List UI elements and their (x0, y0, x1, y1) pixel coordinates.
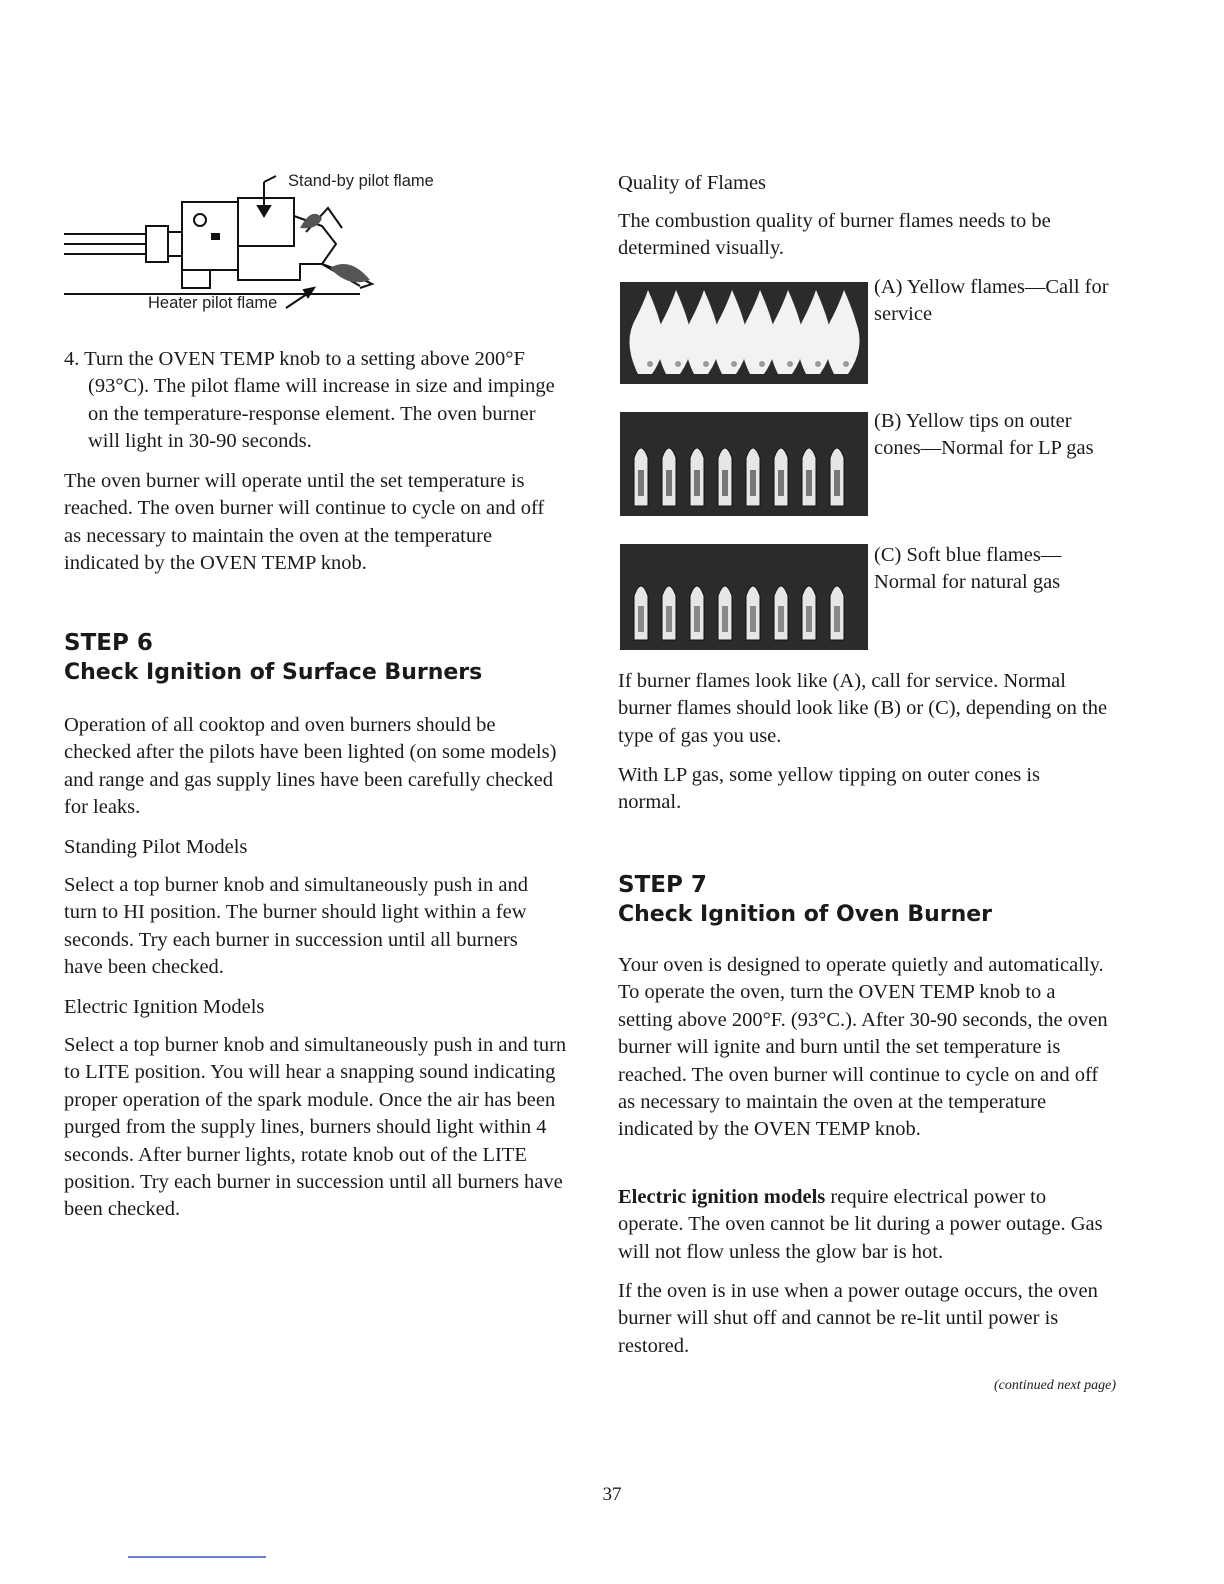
step4-instruction: 4. Turn the OVEN TEMP knob to a setting above 200°F (93°C). The pilot flame will increase in size and impinge on the temperature-response element. The oven burner will light in 30-90 seconds. (64, 348, 555, 453)
step6-number: STEP 6 (64, 630, 153, 656)
step7-heading (618, 870, 992, 930)
quality-text: The combustion quality of burner flames needs to be determined visually. (618, 210, 1051, 260)
flame-image-b (620, 412, 868, 516)
standing-pilot-heading: Standing Pilot Models (64, 836, 248, 858)
continued-note: (continued next page) (993, 1378, 1116, 1393)
electric-ignition-rest: require electrical power to operate. The oven cannot be lit during a power outage. Gas will not flow unless the glow bar is hot. (618, 1186, 1103, 1263)
step6-heading (64, 628, 482, 688)
flame-image-c (620, 544, 868, 650)
lp-gas-paragraph: With LP gas, some yellow tipping on outer cones is normal. (618, 764, 1041, 814)
flame-c-label: (C) Soft blue flames—Normal for natural gas (874, 544, 1062, 593)
standing-pilot-text: Select a top burner knob and simultaneously push in and turn to HI position. The burner should light within a few seconds. Try each burner in succession until all burners have been checked. (64, 874, 529, 979)
standby-pilot-label: Stand-by pilot flame (288, 172, 434, 190)
electric-ignition-text: Select a top burner knob and simultaneously push in and turn to LITE position. You will hear a snapping sound indicating proper operation of the spark module. Once the air has been purged from the supply lines, burners should light within 4 seconds. After burner lights, rotate knob out of the LITE position. Try each burner in succession until all burners have been checked. (64, 1034, 567, 1221)
step7-number: STEP 7 (618, 872, 707, 898)
flame-b-label: (B) Yellow tips on outer cones—Normal for LP gas (874, 410, 1094, 459)
quality-heading: Quality of Flames (618, 172, 767, 194)
step7-title: Check Ignition of Oven Burner (618, 902, 993, 927)
power-outage-paragraph: If the oven is in use when a power outage occurs, the oven burner will shut off and cannot be re-lit until power is restored. (618, 1280, 1098, 1357)
step6-title: Check Ignition of Surface Burners (64, 660, 483, 685)
electric-ignition-heading: Electric Ignition Models (64, 996, 265, 1018)
oven-operate-paragraph: The oven burner will operate until the set temperature is reached. The oven burner will continue to cycle on and off as necessary to maintain the oven at the temperature indicated by the OVEN TEMP knob. (64, 470, 545, 575)
heater-pilot-label: Heater pilot flame (148, 294, 278, 312)
flames-paragraph: If burner flames look like (A), call for service. Normal burner flames should look like (B) or (C), depending on the type of gas you use. (618, 670, 1108, 747)
electric-ignition-paragraph (618, 1184, 1108, 1266)
page-number: 37 (602, 1484, 622, 1505)
flame-image-a (620, 282, 868, 384)
electric-ignition-bold: Electric ignition models (618, 1186, 826, 1208)
flame-a-label: (A) Yellow flames—Call for service (874, 276, 1109, 325)
operation-paragraph: Operation of all cooktop and oven burners should be checked after the pilots have been lighted (on some models) and range and gas supply lines have been carefully checked for leaks. (64, 714, 557, 819)
footer-rule (128, 1556, 266, 1558)
oven-ignition-text: Your oven is designed to operate quietly and automatically. To operate the oven, turn the OVEN TEMP knob to a setting above 200°F. (93°C.). After 30-90 seconds, the oven burner will ignite and burn until the set temperature is reached. The oven burner will continue to cycle on and off as necessary to maintain the oven at the temperature indicated by the OVEN TEMP knob. (618, 954, 1108, 1141)
